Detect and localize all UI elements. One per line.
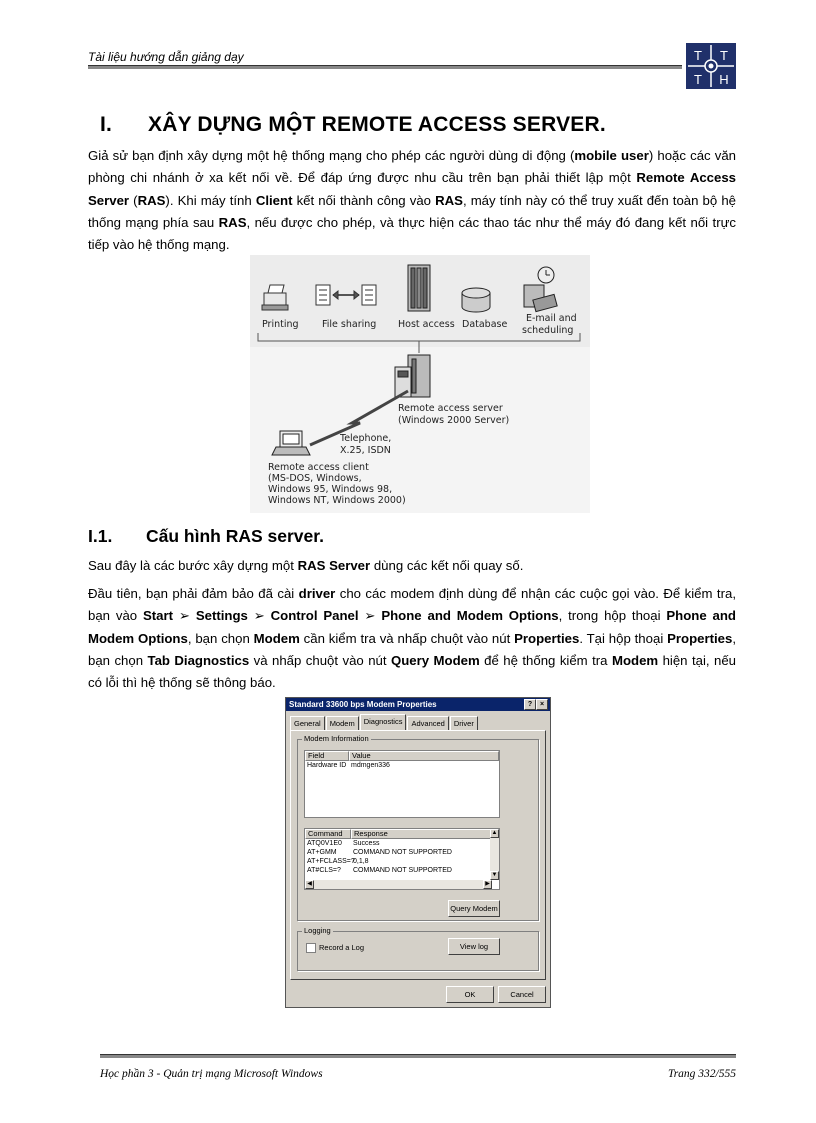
subsection-number: I.1.: [88, 526, 113, 546]
tab-diagnostics[interactable]: Diagnostics: [360, 714, 407, 731]
label-client-3: Windows 95, Windows 98,: [268, 484, 393, 495]
label-email-2: scheduling: [522, 325, 574, 336]
label-file-sharing: File sharing: [322, 319, 377, 330]
label-link-2: X.25, ISDN: [340, 445, 391, 456]
view-log-button[interactable]: View log: [448, 938, 500, 955]
vertical-scrollbar[interactable]: [490, 829, 499, 880]
label-host-access: Host access: [398, 319, 455, 330]
footer-course-title: Học phần 3 - Quản trị mạng Microsoft Windows: [100, 1068, 323, 1080]
dialog-titlebar: [286, 698, 550, 711]
scroll-right-icon[interactable]: ▶: [483, 880, 492, 889]
subsection-heading: [88, 526, 324, 547]
logo-letter-br: H: [719, 72, 729, 87]
footer-page-number: Trang 332/555: [667, 1068, 736, 1080]
col-value[interactable]: Value: [349, 751, 499, 761]
section-title: XÂY DỰNG MỘT REMOTE ACCESS SERVER.: [148, 113, 606, 136]
scroll-up-icon[interactable]: ▲: [491, 830, 498, 836]
label-server-1: Remote access server: [398, 403, 503, 414]
checkbox-icon[interactable]: [306, 943, 316, 953]
label-link-1: Telephone,: [340, 433, 392, 444]
logo-letter-bl: T: [694, 72, 702, 87]
label-client-4: Windows NT, Windows 2000): [268, 495, 406, 506]
ok-button[interactable]: OK: [446, 986, 494, 1003]
scroll-down-icon[interactable]: ▼: [491, 872, 498, 878]
tab-modem[interactable]: Modem: [326, 716, 359, 730]
query-modem-button[interactable]: Query Modem: [448, 900, 500, 917]
close-button[interactable]: ×: [536, 699, 548, 710]
logo-letter-tr: T: [720, 48, 728, 63]
section-heading: [100, 113, 606, 137]
modem-information-group: [297, 734, 539, 921]
table-row: ATQ0V1E0 Success: [307, 840, 380, 847]
label-client-2: (MS-DOS, Windows,: [268, 473, 362, 484]
dialog-title: Standard 33600 bps Modem Properties: [289, 700, 437, 709]
table-row[interactable]: Hardware ID mdmgen336: [307, 762, 390, 769]
table-row: AT+GMM COMMAND NOT SUPPORTED: [307, 849, 452, 856]
steps-intro-paragraph: Sau đây là các bước xây dựng một RAS Server dùng các kết nối quay số.: [88, 558, 524, 573]
ras-diagram: [250, 255, 590, 513]
document-header-title: Tài liệu hướng dẫn giảng dạy: [88, 50, 244, 64]
col-response[interactable]: Response: [351, 829, 492, 839]
ttth-logo: [686, 43, 736, 89]
logo-letter-tl: T: [694, 48, 702, 63]
col-field[interactable]: Field: [305, 751, 349, 761]
modem-properties-dialog: [285, 697, 551, 1008]
modem-info-list[interactable]: [304, 750, 500, 818]
table-row: AT+FCLASS=? 0,1,8: [307, 858, 369, 865]
footer-rule: [100, 1054, 736, 1058]
cancel-button[interactable]: Cancel: [498, 986, 546, 1003]
intro-paragraph: Giả sử bạn định xây dựng một hệ thống mạng cho phép các người dùng di động (mobile user) hoặc các văn phòng chi nhánh ở xa kết nối về. Để đáp ứng được nhu cầu trên bạn phải thiết lập một Remote Access Server (RAS). Khi máy tính Client kết nối thành công vào RAS, máy tính này có thể truy xuất đến toàn bộ hệ thống mạng phía sau RAS, nếu được cho phép, và thực hiện các thao tác như thể máy đó đang kết nối trực tiếp vào hệ thống mạng.: [88, 148, 737, 253]
dialog-tabs: [290, 716, 479, 730]
driver-check-paragraph: Đầu tiên, bạn phải đảm bảo đã cài driver cho các modem định dùng để nhận các cuộc gọi vào. Để kiểm tra, bạn vào Start ➢ Settings ➢ Control Panel ➢ Phone and Modem Options, trong hộp thoại Phone and Modem Options, bạn chọn Modem cần kiểm tra và nhấp chuột vào nút Properties. Tại hộp thoại Properties, bạn chọn Tab Diagnostics và nhấp chuột vào nút Query Modem để hệ thống kiểm tra Modem hiện tại, nếu có lỗi thì hệ thống sẽ thông báo.: [88, 586, 737, 691]
logging-label: Logging: [304, 926, 331, 935]
command-response-list[interactable]: [304, 828, 500, 890]
help-button[interactable]: ?: [524, 699, 536, 710]
modem-information-label: Modem Information: [304, 734, 369, 743]
header-rule: [88, 65, 682, 69]
diagnostics-panel: [290, 730, 546, 980]
subsection-title: Cấu hình RAS server.: [146, 526, 324, 546]
label-client-1: Remote access client: [268, 462, 369, 473]
label-printing: Printing: [262, 319, 299, 330]
label-database: Database: [462, 319, 508, 330]
scroll-left-icon[interactable]: ◀: [305, 880, 314, 889]
tab-advanced[interactable]: Advanced: [407, 716, 448, 730]
col-command[interactable]: Command: [305, 829, 351, 839]
label-server-2: (Windows 2000 Server): [398, 415, 510, 426]
record-log-checkbox[interactable]: Record a Log: [306, 943, 364, 953]
logging-group: [297, 926, 539, 971]
database-icon: [462, 288, 490, 312]
table-row: AT#CLS=? COMMAND NOT SUPPORTED: [307, 867, 452, 874]
horizontal-scrollbar[interactable]: [305, 880, 492, 889]
tab-general[interactable]: General: [290, 716, 325, 730]
host-server-icon: [408, 265, 430, 311]
section-number: I.: [100, 113, 113, 136]
label-email-1: E-mail and: [526, 313, 577, 324]
tab-driver[interactable]: Driver: [450, 716, 478, 730]
